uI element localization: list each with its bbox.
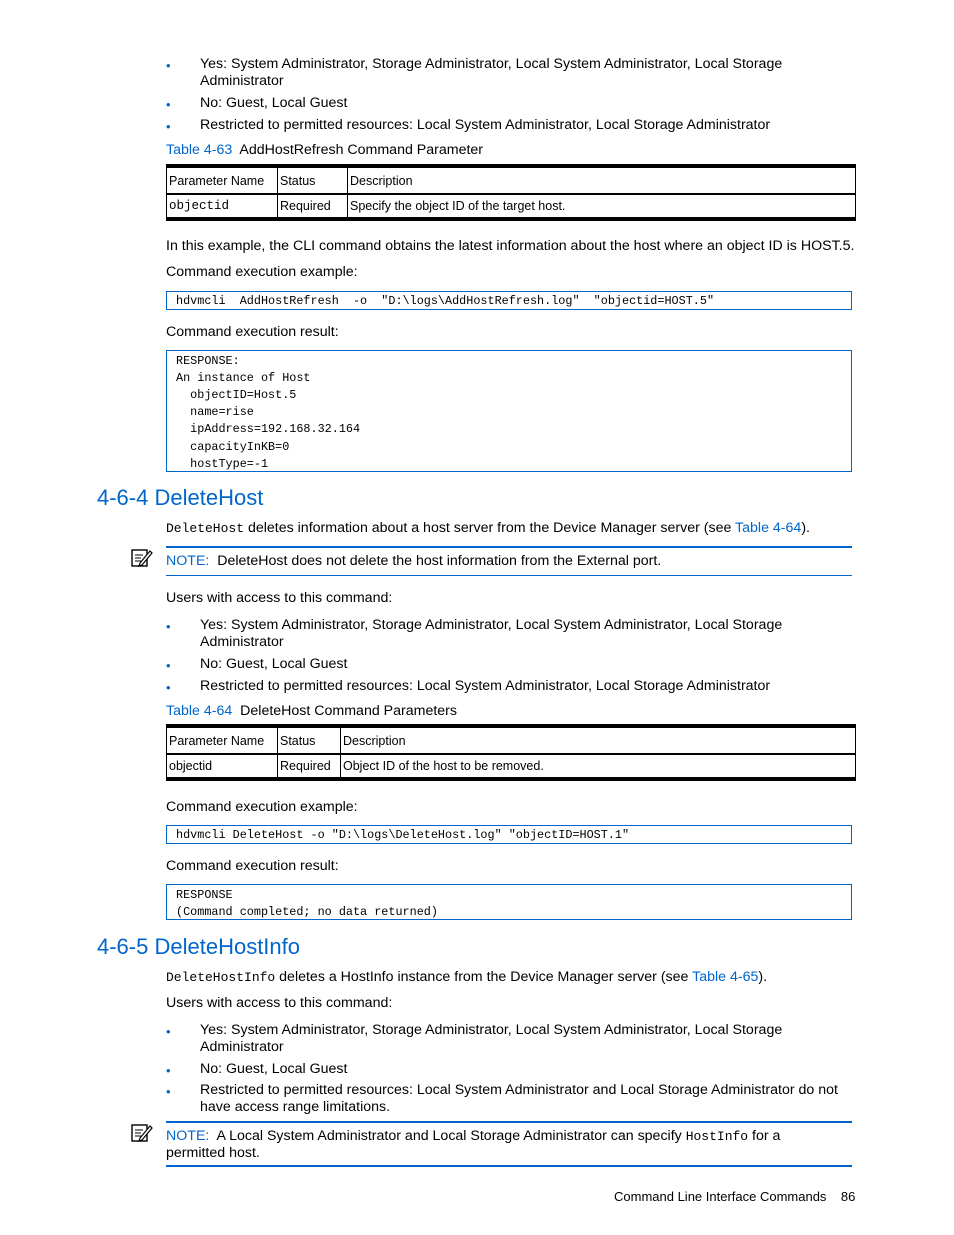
section-heading: 4-6-5 DeleteHostInfo — [97, 934, 300, 959]
note-pencil-icon — [131, 1123, 153, 1143]
note-label: NOTE: — [166, 1128, 210, 1144]
table-header-cell: Status — [278, 726, 341, 754]
table-cell: objectid — [167, 194, 278, 219]
code-line: RESPONSE: — [176, 354, 240, 368]
note-rule-bottom — [166, 575, 852, 576]
bullet-icon: • — [166, 658, 171, 673]
bullet-icon: • — [166, 1063, 171, 1078]
section-intro: DeleteHost deletes information about a host server from the Device Manager server (see Table 4-64). — [166, 520, 810, 536]
table-title: AddHostRefresh Command Parameter — [239, 142, 484, 158]
result-block — [166, 884, 852, 920]
code-line: hdvmcli DeleteHost -o "D:\logs\DeleteHost.log" "objectID=HOST.1" — [176, 828, 630, 842]
table-header-cell: Parameter Name — [167, 726, 278, 754]
table-cell: Required — [278, 194, 348, 219]
table-link[interactable]: Table 4-65 — [692, 969, 759, 985]
page-footer — [614, 1189, 855, 1204]
list-item: Yes: System Administrator, Storage Administrator, Local System Administrator, Local Storage Administrator — [200, 56, 783, 89]
exec-result-label: Command execution result: — [166, 324, 339, 340]
bullet-icon: • — [166, 1084, 171, 1099]
note-pencil-icon — [131, 548, 153, 568]
code-line: An instance of Host — [176, 371, 311, 385]
result-block — [166, 350, 852, 472]
list-item: Restricted to permitted resources: Local System Administrator, Local Storage Administrator — [200, 117, 771, 133]
table-cell: Specify the object ID of the target host. — [348, 194, 856, 219]
bullet-icon: • — [166, 58, 171, 73]
list-item: No: Guest, Local Guest — [200, 95, 348, 111]
table-label-link[interactable]: Table 4-63 — [166, 142, 233, 158]
table-link[interactable]: Table 4-64 — [735, 520, 802, 536]
table-title: DeleteHost Command Parameters — [240, 703, 457, 719]
exec-example-label: Command execution example: — [166, 799, 358, 815]
code-line: (Command completed; no data returned) — [176, 905, 438, 919]
inline-code: DeleteHost — [166, 521, 245, 536]
bullet-icon: • — [166, 1024, 171, 1039]
table-caption — [166, 142, 483, 158]
note-rule-top — [166, 546, 852, 548]
users-label: Users with access to this command: — [166, 590, 393, 606]
code-line: hostType=-1 — [176, 457, 269, 471]
code-line: RESPONSE — [176, 888, 233, 902]
page-number: 86 — [840, 1189, 856, 1204]
parameter-table-4-64 — [166, 724, 856, 781]
table-caption — [166, 703, 457, 719]
exec-example-label: Command execution example: — [166, 264, 358, 280]
code-line: objectID=Host.5 — [176, 388, 297, 402]
bullet-icon: • — [166, 97, 171, 112]
inline-code: HostInfo — [685, 1129, 749, 1144]
note-rule-top — [166, 1121, 852, 1123]
list-item: Restricted to permitted resources: Local System Administrator and Local Storage Administrator do not have access range limitations. — [200, 1082, 838, 1115]
table-header-row — [167, 726, 856, 754]
code-block — [166, 825, 852, 844]
exec-result-label: Command execution result: — [166, 858, 339, 874]
paragraph: In this example, the CLI command obtains the latest information about the host where an object ID is HOST.5. — [166, 238, 855, 254]
table-header-cell: Status — [278, 166, 348, 194]
code-line: hdvmcli AddHostRefresh -o "D:\logs\AddHostRefresh.log" "objectid=HOST.5" — [176, 294, 715, 308]
note-text: NOTE: A Local System Administrator and Local Storage Administrator can specify HostInfo for a permitted host. — [166, 1128, 781, 1161]
code-line: ipAddress=192.168.32.164 — [176, 422, 361, 436]
list-item: No: Guest, Local Guest — [200, 656, 348, 672]
table-header-row — [167, 166, 856, 194]
list-item: Restricted to permitted resources: Local System Administrator, Local Storage Administrator — [200, 678, 771, 694]
table-row — [167, 194, 856, 219]
note-label: NOTE: — [166, 553, 210, 569]
table-header-cell: Parameter Name — [167, 166, 278, 194]
table-cell: objectid — [167, 754, 278, 779]
section-heading: 4-6-4 DeleteHost — [97, 485, 264, 510]
list-item: No: Guest, Local Guest — [200, 1061, 348, 1077]
bullet-icon: • — [166, 619, 171, 634]
code-line: name=rise — [176, 405, 254, 419]
table-cell: Object ID of the host to be removed. — [341, 754, 856, 779]
note-text: NOTE: DeleteHost does not delete the host information from the External port. — [166, 553, 662, 569]
inline-code: DeleteHostInfo — [166, 970, 276, 985]
code-line: capacityInKB=0 — [176, 440, 290, 454]
footer-title: Command Line Interface Commands — [614, 1189, 827, 1204]
table-row — [167, 754, 856, 779]
users-label: Users with access to this command: — [166, 995, 393, 1011]
bullet-icon: • — [166, 119, 171, 134]
list-item: Yes: System Administrator, Storage Administrator, Local System Administrator, Local Storage Administrator — [200, 617, 783, 650]
note-rule-bottom — [166, 1165, 852, 1167]
bullet-icon: • — [166, 680, 171, 695]
section-intro: DeleteHostInfo deletes a HostInfo instance from the Device Manager server (see Table 4-65). — [166, 969, 768, 985]
parameter-table-4-63 — [166, 164, 856, 221]
table-header-cell: Description — [341, 726, 856, 754]
code-block — [166, 291, 852, 310]
table-header-cell: Description — [348, 166, 856, 194]
table-cell: Required — [278, 754, 341, 779]
list-item: Yes: System Administrator, Storage Administrator, Local System Administrator, Local Storage Administrator — [200, 1022, 783, 1055]
table-label-link[interactable]: Table 4-64 — [166, 703, 233, 719]
